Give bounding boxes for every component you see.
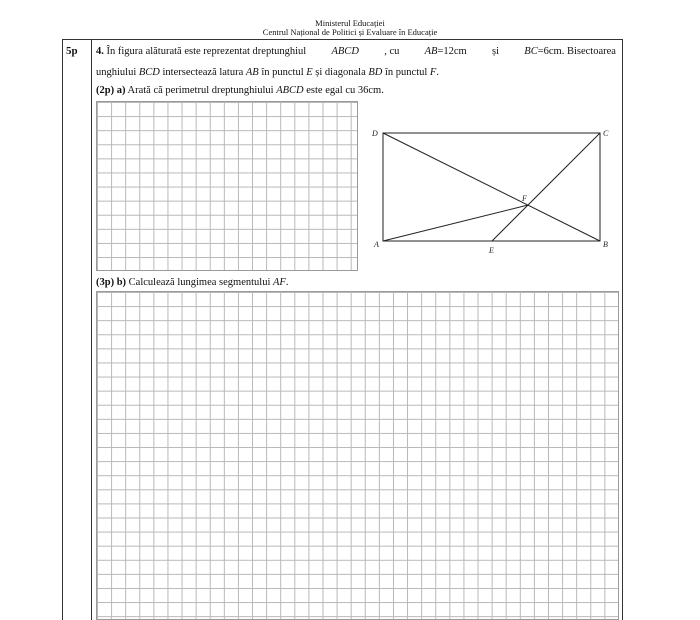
bisector-ce: [492, 133, 600, 241]
header-center: Centrul Național de Politici și Evaluare în Educație: [262, 27, 438, 37]
part-a-text-end: este egal cu 36cm.: [306, 85, 384, 96]
statement-text: , cu: [384, 46, 400, 57]
part-a-text: Arată că perimetrul dreptunghiului: [127, 85, 274, 96]
table-left-border: [62, 39, 63, 620]
part-b-prompt: [96, 276, 288, 290]
statement-text: și diagonala: [315, 67, 366, 78]
part-a-rect: ABCD: [276, 85, 304, 96]
part-a-score: (2p) a): [96, 85, 126, 96]
table-column-divider: [91, 39, 92, 620]
point-e-name: E: [306, 67, 313, 78]
part-b-text: Calculează lungimea segmentului: [128, 277, 271, 288]
segment-ab: AB: [424, 46, 438, 57]
label-d: D: [372, 129, 378, 138]
part-b-score: (3p) b): [96, 277, 127, 288]
header-ministry: Ministerul Educației: [315, 18, 385, 28]
part-a-prompt: [96, 84, 384, 98]
statement-text: în punctul: [385, 67, 428, 78]
statement-text: în punctul: [261, 67, 304, 78]
side-name: AB: [245, 67, 259, 78]
statement-text: și: [492, 46, 500, 57]
problem-statement-line2: [96, 66, 439, 80]
statement-text: În figura alăturată este reprezentat dreptunghiul: [106, 46, 307, 57]
segment-af: [383, 205, 528, 241]
problem-number: 4.: [96, 46, 104, 57]
statement-text: .: [436, 67, 439, 78]
label-b: B: [603, 240, 608, 249]
label-e: E: [489, 246, 494, 253]
diagonal-name: BD: [368, 67, 383, 78]
part-b-segment: AF: [273, 277, 286, 288]
statement-text: . Bisectoarea: [561, 46, 616, 57]
angle-name: BCD: [138, 67, 160, 78]
answer-grid-b[interactable]: [96, 291, 619, 620]
statement-text: unghiului: [96, 67, 137, 78]
statement-text: intersectează latura: [162, 67, 244, 78]
part-b-text-end: .: [285, 277, 289, 288]
label-a: A: [374, 240, 379, 249]
bc-value: =6cm: [537, 46, 562, 57]
points-cell: 5p: [66, 45, 78, 57]
rectangle-figure: [368, 123, 618, 253]
problem-statement-line1: [96, 45, 616, 59]
ab-value: =12cm: [437, 46, 467, 57]
label-c: C: [603, 129, 609, 138]
answer-grid-a[interactable]: [96, 101, 358, 271]
rect-name: ABCD: [331, 46, 359, 57]
label-f: F: [522, 194, 527, 203]
point-f-name: F: [429, 67, 437, 78]
segment-bc: BC: [524, 46, 538, 57]
diagonal-bd: [383, 133, 600, 241]
table-right-border: [622, 39, 623, 620]
table-top-border: [62, 39, 623, 40]
